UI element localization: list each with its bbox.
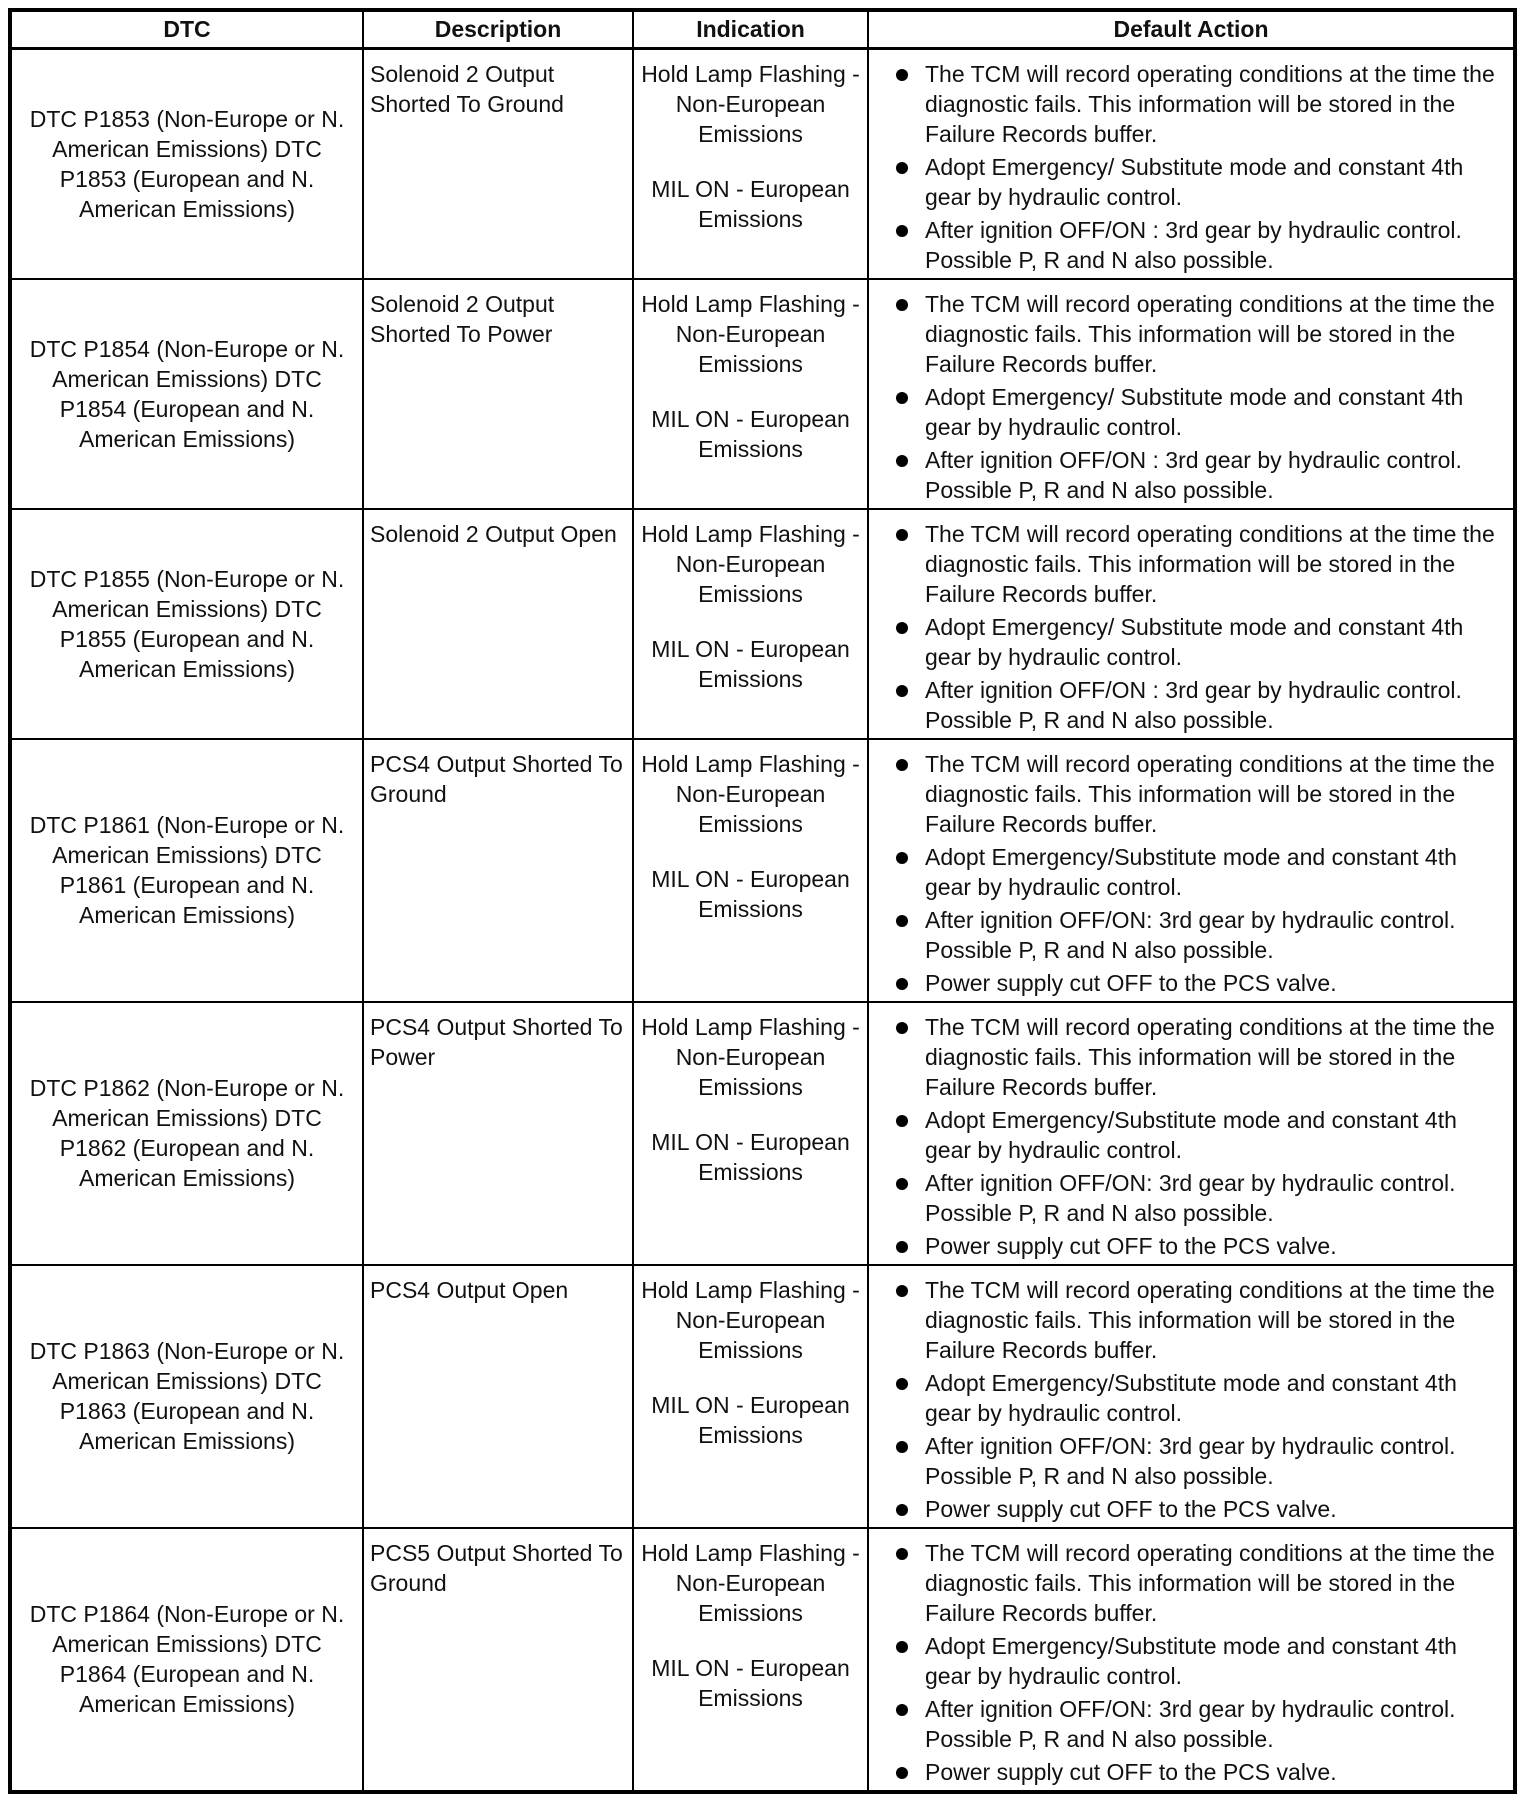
bullet-icon (896, 622, 908, 634)
bullet-icon (896, 299, 908, 311)
indication-non-european: Hold Lamp Flashing - Non-European Emissions (641, 60, 860, 147)
indication-non-european: Hold Lamp Flashing - Non-European Emissions (641, 750, 860, 837)
indication-cell (633, 1265, 868, 1528)
action-item (869, 289, 1507, 379)
header-indication: Indication (633, 10, 868, 48)
bullet-icon (896, 225, 908, 237)
bullet-icon (896, 685, 908, 697)
indication-european: MIL ON - European Emissions (651, 175, 850, 232)
action-text: After ignition OFF/ON: 3rd gear by hydraulic control. Possible P, R and N also possible. (925, 1432, 1456, 1489)
default-action-cell (868, 1528, 1515, 1792)
indication-cell (633, 1002, 868, 1265)
action-text: After ignition OFF/ON : 3rd gear by hydraulic control. Possible P, R and N also possible. (925, 676, 1462, 733)
action-item (869, 1494, 1507, 1524)
bullet-icon (896, 1241, 908, 1253)
bullet-icon (896, 759, 908, 771)
bullet-icon (896, 1178, 908, 1190)
action-text: After ignition OFF/ON: 3rd gear by hydraulic control. Possible P, R and N also possible. (925, 1695, 1456, 1752)
action-text: The TCM will record operating conditions at the time the diagnostic fails. This information will be stored in the Failure Records buffer. (925, 1539, 1495, 1626)
bullet-icon (896, 1285, 908, 1297)
action-text: Adopt Emergency/Substitute mode and constant 4th gear by hydraulic control. (925, 1632, 1457, 1689)
action-text: Adopt Emergency/ Substitute mode and constant 4th gear by hydraulic control. (925, 383, 1464, 440)
indication-non-european: Hold Lamp Flashing - Non-European Emissions (641, 520, 860, 607)
indication-non-european: Hold Lamp Flashing - Non-European Emissions (641, 290, 860, 377)
default-action-cell (868, 1265, 1515, 1528)
indication-european: MIL ON - European Emissions (651, 865, 850, 922)
action-item (869, 445, 1507, 505)
action-list (869, 59, 1507, 275)
action-text: The TCM will record operating conditions at the time the diagnostic fails. This information will be stored in the Failure Records buffer. (925, 1276, 1495, 1363)
action-item (869, 1631, 1507, 1691)
action-text: After ignition OFF/ON: 3rd gear by hydraulic control. Possible P, R and N also possible. (925, 906, 1456, 963)
default-action-cell (868, 1002, 1515, 1265)
action-text: Adopt Emergency/Substitute mode and constant 4th gear by hydraulic control. (925, 1106, 1457, 1163)
bullet-icon (896, 1548, 908, 1560)
bullet-icon (896, 162, 908, 174)
indication-european: MIL ON - European Emissions (651, 635, 850, 692)
bullet-icon (896, 852, 908, 864)
default-action-cell (868, 739, 1515, 1002)
bullet-icon (896, 1022, 908, 1034)
description-cell: PCS4 Output Shorted To Ground (363, 739, 633, 1002)
bullet-icon (896, 1115, 908, 1127)
indication-cell (633, 48, 868, 279)
action-text: The TCM will record operating conditions at the time the diagnostic fails. This information will be stored in the Failure Records buffer. (925, 750, 1495, 837)
action-text: After ignition OFF/ON: 3rd gear by hydraulic control. Possible P, R and N also possible. (925, 1169, 1456, 1226)
action-text: Adopt Emergency/ Substitute mode and constant 4th gear by hydraulic control. (925, 613, 1464, 670)
description-cell: Solenoid 2 Output Shorted To Ground (363, 48, 633, 279)
bullet-icon (896, 455, 908, 467)
action-text: The TCM will record operating conditions at the time the diagnostic fails. This information will be stored in the Failure Records buffer. (925, 1013, 1495, 1100)
dtc-code-cell: DTC P1862 (Non-Europe or N. American Emissions) DTC P1862 (European and N. American Emissions) (10, 1002, 363, 1265)
dtc-code-cell: DTC P1853 (Non-Europe or N. American Emissions) DTC P1853 (European and N. American Emissions) (10, 48, 363, 279)
action-item (869, 1431, 1507, 1491)
action-item (869, 1368, 1507, 1428)
bullet-icon (896, 1641, 908, 1653)
action-item (869, 1757, 1507, 1787)
default-action-cell (868, 279, 1515, 509)
description-cell: PCS5 Output Shorted To Ground (363, 1528, 633, 1792)
dtc-code-cell: DTC P1863 (Non-Europe or N. American Emissions) DTC P1863 (European and N. American Emissions) (10, 1265, 363, 1528)
action-text: After ignition OFF/ON : 3rd gear by hydraulic control. Possible P, R and N also possible. (925, 216, 1462, 273)
header-dtc: DTC (10, 10, 363, 48)
table-row (10, 1528, 1515, 1792)
table-row (10, 1002, 1515, 1265)
action-list (869, 1012, 1507, 1261)
action-item (869, 1231, 1507, 1261)
dtc-code-cell: DTC P1861 (Non-Europe or N. American Emissions) DTC P1861 (European and N. American Emissions) (10, 739, 363, 1002)
action-list (869, 1538, 1507, 1787)
bullet-icon (896, 392, 908, 404)
description-cell: PCS4 Output Shorted To Power (363, 1002, 633, 1265)
description-cell: Solenoid 2 Output Shorted To Power (363, 279, 633, 509)
action-item (869, 905, 1507, 965)
indication-european: MIL ON - European Emissions (651, 405, 850, 462)
bullet-icon (896, 1441, 908, 1453)
default-action-cell (868, 509, 1515, 739)
header-description: Description (363, 10, 633, 48)
bullet-icon (896, 978, 908, 990)
indication-cell (633, 509, 868, 739)
bullet-icon (896, 1378, 908, 1390)
action-item (869, 612, 1507, 672)
action-text: After ignition OFF/ON : 3rd gear by hydraulic control. Possible P, R and N also possible. (925, 446, 1462, 503)
action-text: Power supply cut OFF to the PCS valve. (925, 1495, 1337, 1522)
table-row (10, 48, 1515, 279)
dtc-code-cell: DTC P1855 (Non-Europe or N. American Emissions) DTC P1855 (European and N. American Emissions) (10, 509, 363, 739)
action-text: The TCM will record operating conditions at the time the diagnostic fails. This information will be stored in the Failure Records buffer. (925, 290, 1495, 377)
action-item (869, 675, 1507, 735)
bullet-icon (896, 69, 908, 81)
action-text: Adopt Emergency/ Substitute mode and constant 4th gear by hydraulic control. (925, 153, 1464, 210)
action-item (869, 1275, 1507, 1365)
action-text: The TCM will record operating conditions at the time the diagnostic fails. This information will be stored in the Failure Records buffer. (925, 520, 1495, 607)
action-item (869, 968, 1507, 998)
action-text: Adopt Emergency/Substitute mode and constant 4th gear by hydraulic control. (925, 1369, 1457, 1426)
action-list (869, 1275, 1507, 1524)
action-text: Power supply cut OFF to the PCS valve. (925, 1758, 1337, 1785)
table-row (10, 1265, 1515, 1528)
table-body (10, 48, 1515, 1792)
action-item (869, 749, 1507, 839)
indication-european: MIL ON - European Emissions (651, 1128, 850, 1185)
action-text: Power supply cut OFF to the PCS valve. (925, 969, 1337, 996)
action-item (869, 382, 1507, 442)
action-item (869, 1694, 1507, 1754)
dtc-code-cell: DTC P1864 (Non-Europe or N. American Emissions) DTC P1864 (European and N. American Emissions) (10, 1528, 363, 1792)
bullet-icon (896, 1704, 908, 1716)
bullet-icon (896, 529, 908, 541)
action-item (869, 215, 1507, 275)
bullet-icon (896, 1767, 908, 1779)
action-text: Power supply cut OFF to the PCS valve. (925, 1232, 1337, 1259)
dtc-code-cell: DTC P1854 (Non-Europe or N. American Emissions) DTC P1854 (European and N. American Emissions) (10, 279, 363, 509)
action-item (869, 152, 1507, 212)
table-row (10, 739, 1515, 1002)
action-item (869, 842, 1507, 902)
table-header-row (10, 10, 1515, 48)
table-row (10, 279, 1515, 509)
action-text: Adopt Emergency/Substitute mode and constant 4th gear by hydraulic control. (925, 843, 1457, 900)
default-action-cell (868, 48, 1515, 279)
indication-cell (633, 1528, 868, 1792)
header-default-action: Default Action (868, 10, 1515, 48)
description-cell: PCS4 Output Open (363, 1265, 633, 1528)
dtc-table (8, 8, 1517, 1794)
action-list (869, 749, 1507, 998)
bullet-icon (896, 1504, 908, 1516)
indication-non-european: Hold Lamp Flashing - Non-European Emissions (641, 1539, 860, 1626)
action-list (869, 289, 1507, 505)
indication-non-european: Hold Lamp Flashing - Non-European Emissions (641, 1013, 860, 1100)
description-cell: Solenoid 2 Output Open (363, 509, 633, 739)
action-list (869, 519, 1507, 735)
indication-european: MIL ON - European Emissions (651, 1391, 850, 1448)
action-item (869, 519, 1507, 609)
bullet-icon (896, 915, 908, 927)
action-item (869, 1012, 1507, 1102)
action-item (869, 1105, 1507, 1165)
indication-cell (633, 279, 868, 509)
table-row (10, 509, 1515, 739)
action-text: The TCM will record operating conditions at the time the diagnostic fails. This information will be stored in the Failure Records buffer. (925, 60, 1495, 147)
indication-non-european: Hold Lamp Flashing - Non-European Emissions (641, 1276, 860, 1363)
indication-european: MIL ON - European Emissions (651, 1654, 850, 1711)
indication-cell (633, 739, 868, 1002)
action-item (869, 1538, 1507, 1628)
action-item (869, 59, 1507, 149)
action-item (869, 1168, 1507, 1228)
